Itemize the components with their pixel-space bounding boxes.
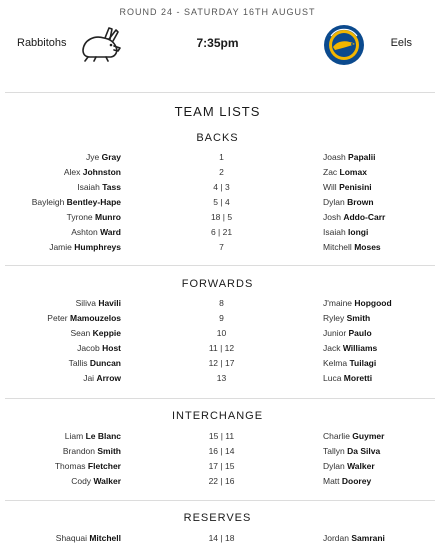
- jersey-number: 8: [219, 298, 224, 308]
- section-heading-forwards: FORWARDS: [181, 278, 254, 290]
- away-team-name[interactable]: Eels: [390, 37, 412, 49]
- jersey-number: 10: [216, 328, 227, 338]
- home-player-name[interactable]: Jye Gray: [86, 152, 121, 162]
- kickoff-time: 7:35pm: [196, 36, 239, 50]
- section-heading-interchange: INTERCHANGE: [171, 410, 264, 422]
- home-player-name[interactable]: Tallis Duncan: [68, 358, 121, 368]
- jersey-number: 11 | 12: [208, 343, 235, 353]
- divider: [5, 92, 435, 93]
- away-player-name[interactable]: Jack Williams: [323, 343, 378, 353]
- home-player-name[interactable]: Alex Johnston: [63, 167, 121, 177]
- home-player-name[interactable]: Liam Le Blanc: [64, 431, 121, 441]
- player-row: [0, 343, 435, 357]
- jersey-number: 13: [216, 373, 227, 383]
- away-player-name[interactable]: Joash Papalii: [323, 152, 376, 162]
- section-heading-reserves: RESERVES: [183, 512, 252, 524]
- jersey-number: 2: [219, 167, 224, 177]
- home-player-name[interactable]: Tyrone Munro: [66, 212, 121, 222]
- player-row: [0, 313, 435, 327]
- home-player-name[interactable]: Jacob Host: [77, 343, 121, 353]
- jersey-number: 16 | 14: [208, 446, 235, 456]
- team-lists-heading: TEAM LISTS: [174, 104, 261, 119]
- player-row: [0, 358, 435, 372]
- away-player-name[interactable]: Isaiah Iongi: [323, 227, 369, 237]
- away-player-name[interactable]: Dylan Walker: [323, 461, 375, 471]
- player-row: [0, 533, 435, 547]
- jersey-number: 4 | 3: [213, 182, 230, 192]
- player-row: [0, 212, 435, 226]
- away-player-name[interactable]: Will Penisini: [323, 182, 372, 192]
- home-player-name[interactable]: Bayleigh Bentley-Hape: [31, 197, 121, 207]
- jersey-number: 5 | 4: [213, 197, 230, 207]
- player-row: [0, 446, 435, 460]
- jersey-number: 7: [219, 242, 224, 252]
- section-divider: [5, 398, 435, 399]
- home-player-name[interactable]: Sean Keppie: [70, 328, 121, 338]
- jersey-number: 17 | 15: [208, 461, 235, 471]
- eels-logo-icon[interactable]: [323, 24, 365, 66]
- player-row: [0, 227, 435, 241]
- away-player-name[interactable]: Junior Paulo: [323, 328, 372, 338]
- home-player-name[interactable]: Shaquai Mitchell: [55, 533, 121, 543]
- jersey-number: 12 | 17: [208, 358, 235, 368]
- away-player-name[interactable]: Matt Doorey: [323, 476, 372, 486]
- away-player-name[interactable]: Ryley Smith: [323, 313, 371, 323]
- home-player-name[interactable]: Thomas Fletcher: [54, 461, 121, 471]
- home-player-name[interactable]: Peter Mamouzelos: [47, 313, 121, 323]
- home-player-name[interactable]: Siliva Havili: [75, 298, 121, 308]
- jersey-number: 1: [219, 152, 224, 162]
- away-player-name[interactable]: Jordan Samrani: [323, 533, 385, 543]
- away-player-name[interactable]: Mitchell Moses: [323, 242, 381, 252]
- away-player-name[interactable]: J'maine Hopgood: [323, 298, 392, 308]
- round-label: ROUND 24 - SATURDAY 16TH AUGUST: [119, 7, 316, 17]
- jersey-number: 6 | 21: [210, 227, 233, 237]
- away-player-name[interactable]: Tallyn Da Silva: [323, 446, 381, 456]
- away-player-name[interactable]: Charlie Guymer: [323, 431, 385, 441]
- player-row: [0, 167, 435, 181]
- match-header: [0, 24, 435, 68]
- home-player-name[interactable]: Jamie Humphreys: [49, 242, 121, 252]
- player-row: [0, 152, 435, 166]
- away-player-name[interactable]: Zac Lomax: [323, 167, 367, 177]
- home-player-name[interactable]: Ashton Ward: [71, 227, 121, 237]
- player-row: [0, 431, 435, 445]
- home-player-name[interactable]: Jai Arrow: [83, 373, 121, 383]
- home-player-name[interactable]: Isaiah Tass: [77, 182, 121, 192]
- home-player-name[interactable]: Brandon Smith: [62, 446, 121, 456]
- jersey-number: 9: [219, 313, 224, 323]
- away-player-name[interactable]: Kelma Tuilagi: [323, 358, 377, 368]
- away-player-name[interactable]: Dylan Brown: [323, 197, 374, 207]
- player-row: [0, 182, 435, 196]
- player-row: [0, 242, 435, 256]
- away-player-name[interactable]: Josh Addo-Carr: [323, 212, 386, 222]
- away-player-name[interactable]: Luca Moretti: [323, 373, 373, 383]
- jersey-number: 14 | 18: [208, 533, 235, 543]
- home-team-name[interactable]: Rabbitohs: [17, 37, 67, 49]
- player-row: [0, 298, 435, 312]
- player-row: [0, 328, 435, 342]
- section-heading-backs: BACKS: [196, 132, 239, 144]
- jersey-number: 15 | 11: [208, 431, 235, 441]
- jersey-number: 22 | 16: [208, 476, 235, 486]
- home-player-name[interactable]: Cody Walker: [71, 476, 121, 486]
- jersey-number: 18 | 5: [210, 212, 233, 222]
- player-row: [0, 461, 435, 475]
- player-row: [0, 476, 435, 490]
- player-row: [0, 373, 435, 387]
- player-row: [0, 197, 435, 211]
- section-divider: [5, 265, 435, 266]
- section-divider: [5, 500, 435, 501]
